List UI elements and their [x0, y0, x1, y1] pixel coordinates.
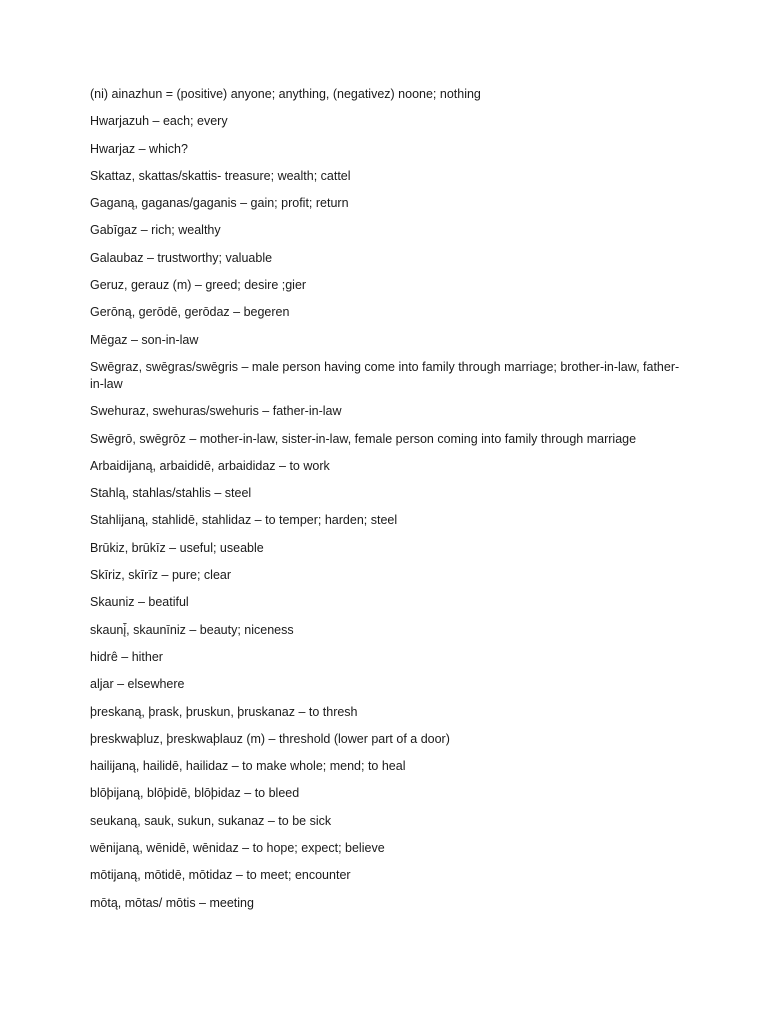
vocabulary-entry: Skauniz – beatiful — [90, 595, 189, 610]
vocabulary-entry: Geruz, gerauz (m) – greed; desire ;gier — [90, 278, 307, 293]
vocabulary-entry: Hwarjazuh – each; every — [90, 114, 228, 129]
vocabulary-entry: aljar – elsewhere — [90, 677, 185, 692]
vocabulary-entry: Swēgraz, swēgras/swēgris – male person having come into family through marriage; brother-in-law, father-in-law — [90, 359, 680, 391]
vocabulary-entry: Skattaz, skattas/skattis- treasure; wealth; cattel — [90, 168, 351, 183]
vocabulary-entry: hidrê – hither — [90, 649, 163, 664]
vocabulary-entry: Swēgrō, swēgrōz – mother-in-law, sister-in-law, female person coming into family through marriage — [90, 431, 637, 446]
vocabulary-entry: Hwarjaz – which? — [90, 141, 188, 156]
vocabulary-entry: mōtą, mōtas/ mōtis – meeting — [90, 895, 254, 910]
vocabulary-entry: seukaną, sauk, sukun, sukanaz – to be sick — [90, 813, 332, 828]
vocabulary-entry: (ni) ainazhun = (positive) anyone; anything, (negativez) noone; nothing — [90, 87, 481, 101]
vocabulary-entry: Gabīgaz – rich; wealthy — [90, 223, 221, 238]
vocabulary-entry: Mēgaz – son-in-law — [90, 332, 199, 347]
vocabulary-entry: Gerōną, gerōdē, gerōdaz – begeren — [90, 305, 290, 320]
vocabulary-entry: skaunį̄, skaunīniz – beauty; niceness — [90, 622, 294, 637]
vocabulary-entry: Skīriz, skīrīz – pure; clear — [90, 568, 232, 583]
vocabulary-entry: Swehuraz, swehuras/swehuris – father-in-law — [90, 404, 342, 419]
vocabulary-entry: þreskaną, þrask, þruskun, þruskanaz – to thresh — [90, 704, 358, 719]
vocabulary-entry: Stahlą, stahlas/stahlis – steel — [90, 486, 252, 501]
vocabulary-entry: mōtijaną, mōtidē, mōtidaz – to meet; encounter — [90, 868, 351, 883]
vocabulary-list — [90, 86, 690, 922]
vocabulary-entry: Arbaidijaną, arbaididē, arbaididaz – to work — [90, 458, 330, 473]
vocabulary-entry: hailijaną, hailidē, hailidaz – to make whole; mend; to heal — [90, 759, 406, 774]
vocabulary-entry: wēnijaną, wēnidē, wēnidaz – to hope; expect; believe — [90, 841, 385, 856]
vocabulary-entry: blōþijaną, blōþidē, blōþidaz – to bleed — [90, 786, 300, 801]
vocabulary-entry: Galaubaz – trustworthy; valuable — [90, 250, 273, 265]
vocabulary-entry: Stahlijaną, stahlidē, stahlidaz – to temper; harden; steel — [90, 513, 398, 528]
vocabulary-entry: Gaganą, gaganas/gaganis – gain; profit; return — [90, 196, 349, 211]
vocabulary-entry: þreskwaþluz, þreskwaþlauz (m) – threshold (lower part of a door) — [90, 731, 450, 746]
vocabulary-entry: Brūkiz, brūkīz – useful; useable — [90, 540, 264, 555]
